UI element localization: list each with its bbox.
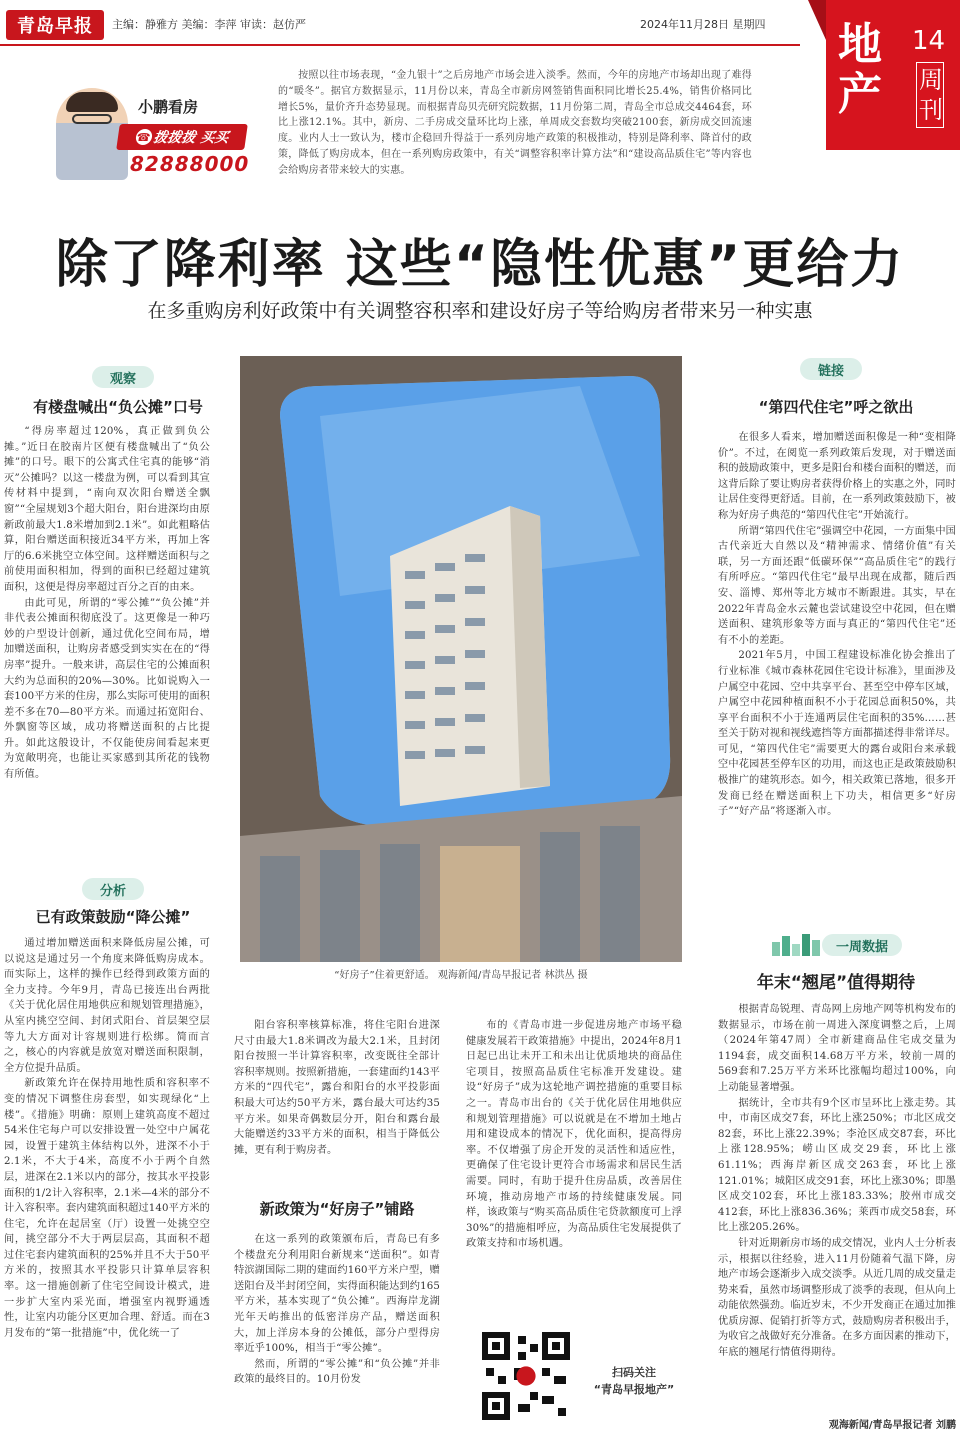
article-title-fourth-gen: “第四代住宅”呼之欲出 <box>758 398 914 416</box>
column-name: 小鹏看房 <box>138 98 199 116</box>
paragraph: 在这一系列的政策颁布后，青岛已有多个楼盘充分利用阳台新规来“送面积”。如青特滨湖国际二期的建面约160平方米户型，赠送阳台及半封闭空间，实得面积能达到约165平方米，基本实现了“负公摊”。西海岸龙湖光年天屿推出的低密洋房产品，赠送面积大，加上洋房本身的公摊低，部分户型得房率近乎100%，相当于“零公摊”。 <box>234 1234 440 1355</box>
article-title-good-house: 新政策为“好房子”铺路 <box>259 1200 415 1218</box>
headline: 除了降利率 这些“隐性优惠”更给力 <box>55 235 905 295</box>
article-body-mid-a-top <box>234 1018 440 1158</box>
flag-fold <box>808 0 826 40</box>
paragraph: 然而，所谓的“零公摊”和“负公摊”并非政策的最终目的。10月份发 <box>234 1358 440 1386</box>
article-body-link <box>718 430 956 820</box>
page-number: 14 <box>912 26 946 56</box>
city-skyline-icon <box>770 932 822 956</box>
tag-analysis: 分析 <box>82 878 144 900</box>
paragraph: 在很多人看来，增加赠送面积像是一种“变相降价”。不过，在阅览一系列政策后发现，对于赠送面积的鼓励政策中，更多是阳台和楼台面积的赠送，而这背后除了要让购房者获得价格上的实惠之外，同时让居住变得更舒适。目前，在一系列政策鼓励下，被称为好房子典范的“第四代住宅”开始流行。 <box>718 432 956 521</box>
avatar-hair <box>66 92 118 112</box>
qr-label-line1: 扫码关注 <box>612 1366 656 1379</box>
article-body-weekly <box>718 1002 956 1361</box>
qr-code-icon[interactable] <box>478 1328 574 1424</box>
paragraph: 所谓“第四代住宅”强调空中花园，一方面集中国古代亲近大自然以及“精神需求、情绪价值”有关联，另一方面还跟“低碳环保”“高品质住宅”的践行有所呼应。“第四代住宅”最早出现在成都，随后西安、淄博、郑州等北方城市不断跟进。其实，早在2022年青岛金水云麓也尝试建设空中花园，但在赠送面积、建筑形象等方面与真正的“第四代住宅”还有不小的差距。 <box>718 525 956 646</box>
section-name: 地产 <box>838 19 882 120</box>
photo-caption: “好房子”住着更舒适。 观海新闻/青岛早报记者 林洪丛 摄 <box>334 970 588 981</box>
section-flag <box>808 0 960 150</box>
paragraph: 2021年5月，中国工程建设标准化协会推出了行业标准《城市森林花园住宅设计标准》，里面涉及户属空中花园、空中共享平台、甚至空中停车区域，户属空中花园种植面积不小于花园总面积50%，共享平台面积不小于连通两层住宅面积的35%……甚至关于防对视和视线遮挡等方面都描述得非常详尽。可见，“第四代住宅”需要更大的露台或阳台来承载空中花园甚至停车区的功用，而这也正是政策鼓励积极推广的建筑形态。如今，相关政策已落地，很多开发商已经在赠送面积上下功夫，相信更多“好房子”“好产品”将逐渐入市。 <box>718 650 956 818</box>
phone-icon: ☎ <box>135 130 152 144</box>
paragraph: 由此可见，所谓的“零公摊”“负公摊”并非代表公摊面积彻底没了。这更像是一种巧妙的户型设计创新，通过优化空间布局，增加赠送面积，让购房者感受到实实在在的“得房率”提升。一般来讲，高层住宅的公摊面积大约为总面积的20%—30%。比如说购入一套100平方米的住房，那么实际可使用的面积差不多在70—80平方米。而通过拓宽阳台、外飘窗等区域，成功将赠送面积的占比提升。如此这般设计，不仅能使房间看起来更为宽敞明亮，也能让买家感到其所花的钱物有所值。 <box>4 597 210 781</box>
hotline-number: 82888000 <box>130 152 250 176</box>
paragraph: 据统计，全市共有9个区市呈环比上涨走势。其中，市南区成交7套，环比上涨250%；市北区成交82套，环比上涨22.39%；李沧区成交87套，环比上涨128.95%；崂山区成交29套，环比上涨61.11%；西海岸新区成交263套，环比上涨121.01%；城阳区成交91套，环比上涨30%；即墨区成交102套，环比上涨183.33%；胶州市成交412套，环比上涨836.36%；莱西市成交58套，环比上涨205.26%。 <box>718 1097 956 1234</box>
article-body-mid-b <box>466 1018 682 1252</box>
lead-paragraph: 按照以往市场表现，“金九银十”之后房地产市场会进入淡季。然而，今年的房地产市场却出现了难得的“暖冬”。据官方数据显示，11月份以来，青岛全市新房网签销售面积同比增长25.4%，销售价格同比增长5%，量价齐升态势显现。而根据青岛贝壳研究院数据，11月份第二周，青岛全市总成交4464套，环比上涨12.1%。其中，新房、二手房成交量环比均上涨，单周成交套数均突破2100套，新房成交回流速度。业内人士一致认为，楼市企稳回升得益于一系列房地产政策的积极推动，特别是降利率、降首付的政策，降低了购房成本，但在一系列购房政策中，有关“调整容积率计算方法”和“建设高品质住宅”等内容也会给购房者带来较大的实惠。 <box>278 70 752 176</box>
hotline-banner <box>116 124 248 150</box>
tag-observe: 观察 <box>92 366 154 388</box>
byline: 观海新闻/青岛早报记者 刘鹏 <box>828 1420 956 1431</box>
issue-date: 2024年11月28日 星期四 <box>640 18 766 31</box>
paragraph: 阳台容积率核算标准，将住宅阳台进深尺寸由最大1.8米调改为最大2.1米，且封闭阳台按照一半计算容积率，改变既往全部计容积率规则。按照新措施，一套建面约143平方米的“四代宅”，露台和阳台的水平投影面积最大可达约50平方米，露台最大可达约35平方米。如果奇偶数层分开，阳台和露台最大能赠送约33平方米的面积，相当于降低公摊，更有利于购房者。 <box>234 1020 440 1156</box>
hotline-label: 拨拨拨 买买 <box>152 130 230 146</box>
article-title-policy: 已有政策鼓励“降公摊” <box>35 908 191 926</box>
paragraph: 布的《青岛市进一步促进房地产市场平稳健康发展若干政策措施》中提出，2024年8月1日起已出让未开工和未出让优质地块的商品住宅项目，按照高品质住宅标准开发建设。建设“好房子”成为这轮地产调控措施的重要目标之一。青岛市出台的《关于优化居住用地供应和规划管理措施》可以说就是在不增加土地占用和建设成本的情况下，优化面积，提高得房率。不仅增强了房企开发的灵活性和适应性，更确保了住宅设计更符合市场需求和居民生活需要。同时，有助于提升住房品质，改善居住环境，推动房地产市场的持续健康发展。同样，该政策与“购买高品质住宅贷款额度可上浮30%”的措施相呼应，为高品质住宅发展提供了政策支持和市场机遇。 <box>466 1020 682 1250</box>
article-body-analysis <box>4 936 210 1341</box>
article-body-mid-a-bottom <box>234 1232 440 1388</box>
paragraph: “得房率超过120%，真正做到负公摊。”近日在胶南片区便有楼盘喊出了“负公摊”的口号。眼下的公寓式住宅真的能够“消灭”公摊吗？以这一楼盘为例，可以看到其宣传材料中提到，“南向双次阳台赠送全飘窗”“全屋规划3个超大阳台，阳台进深均由原新政前最大1.8米增加到2.1米”。如此粗略估算，阳台赠送面积接近34平方米，再加上客厅的6.6米挑空立体空间。这样赠送面积与之前使用面积相加，得到的面积已经超过建筑面积，这便是得房率超过百分之百的由来。 <box>4 426 210 593</box>
building-photo-art <box>240 356 682 962</box>
section-kind: 周刊 <box>916 62 944 128</box>
columnist-avatar <box>56 88 128 180</box>
staff-credits: 主编：静雅方 美编：李萍 审读：赵仿严 <box>112 18 306 31</box>
article-title-negative-share: 有楼盘喊出“负公摊”口号 <box>33 398 203 416</box>
subheadline: 在多重购房利好政策中有关调整容积率和建设好房子等给购房者带来另一种实惠 <box>147 300 813 322</box>
article-body-observe <box>4 424 210 783</box>
paragraph: 针对近期新房市场的成交情况，业内人士分析表示，根据以往经验，进入11月份随着气温下降，房地产市场会逐渐步入成交淡季。从近几周的成交量走势来看，虽然市场调整形成了淡季的表现，但从向上动能依然强劲。临近岁末，不少开发商正在通过加推优质房源、促销打折等方式，鼓励购房者积极出手，为收官之战做好充分准备。在多方面因素的推动下，年底的翘尾行情值得期待。 <box>718 1237 956 1359</box>
newspaper-logo: 青岛早报 <box>6 10 104 40</box>
masthead-rule <box>0 44 800 46</box>
tag-link: 链接 <box>800 358 862 380</box>
building-photo <box>240 356 682 962</box>
qr-label <box>582 1364 686 1398</box>
paragraph: 根据青岛锐理、青岛网上房地产网等机构发布的数据显示，市场在前一周进入深度调整之后，上周（2024年第47周）全市新建商品住宅成交量为1194套，成交面积14.68万平方米，较前一周的569套和7.25万平方米环比涨幅均超过100%，向上动能显著增强。 <box>718 1004 956 1093</box>
qr-label-line2: “青岛早报地产” <box>593 1383 675 1396</box>
tag-weekly-data: 一周数据 <box>822 934 902 956</box>
paragraph: 新政策允许在保持用地性质和容积率不变的情况下调整住房套型，如实现绿化“上楼”。《措施》明确：原则上建筑高度不超过54米住宅每户可以安排设置一处空中户属花园，设置于建筑主体结构以外，进深不小于2.1米，不大于4米，高度不小于两个自然层，进深在2.1米以内的部分，按其水平投影面积的1/2计入容积率，2.1米—4米的部分不计入容积率。套内建筑面积超过140平方米的住宅，允许在起居室（厅）设置一处挑空空间，挑空部分不大于两层层高，其面积不超过住宅套内建筑面积的25%并且不大于50平方米的，按照其水平投影只计算单层容积率。这一措施创新了住宅空间设计模式，进一步扩大室内采光面，增强室内视野通透性，让室内功能分区更加合理、舒适。而在3月发布的“第一批措施”中，优化统一了 <box>4 1078 210 1339</box>
paragraph: 通过增加赠送面积来降低房屋公摊，可以说这是通过另一个角度来降低购房成本。而实际上，这样的操作已经得到政策方面的全力支持。今年9月，青岛已接连出台两批《关于优化居住用地供应和规划管理措施》，从室内挑空空间、封闭式阳台、首层架空层等九大方面对计容规则进行松绑。简而言之，核心的内容就是放宽对赠送面积限制，全方位提升品质。 <box>4 938 210 1074</box>
article-title-year-end: 年末“翘尾”值得期待 <box>756 973 916 993</box>
avatar-glasses <box>72 114 112 124</box>
